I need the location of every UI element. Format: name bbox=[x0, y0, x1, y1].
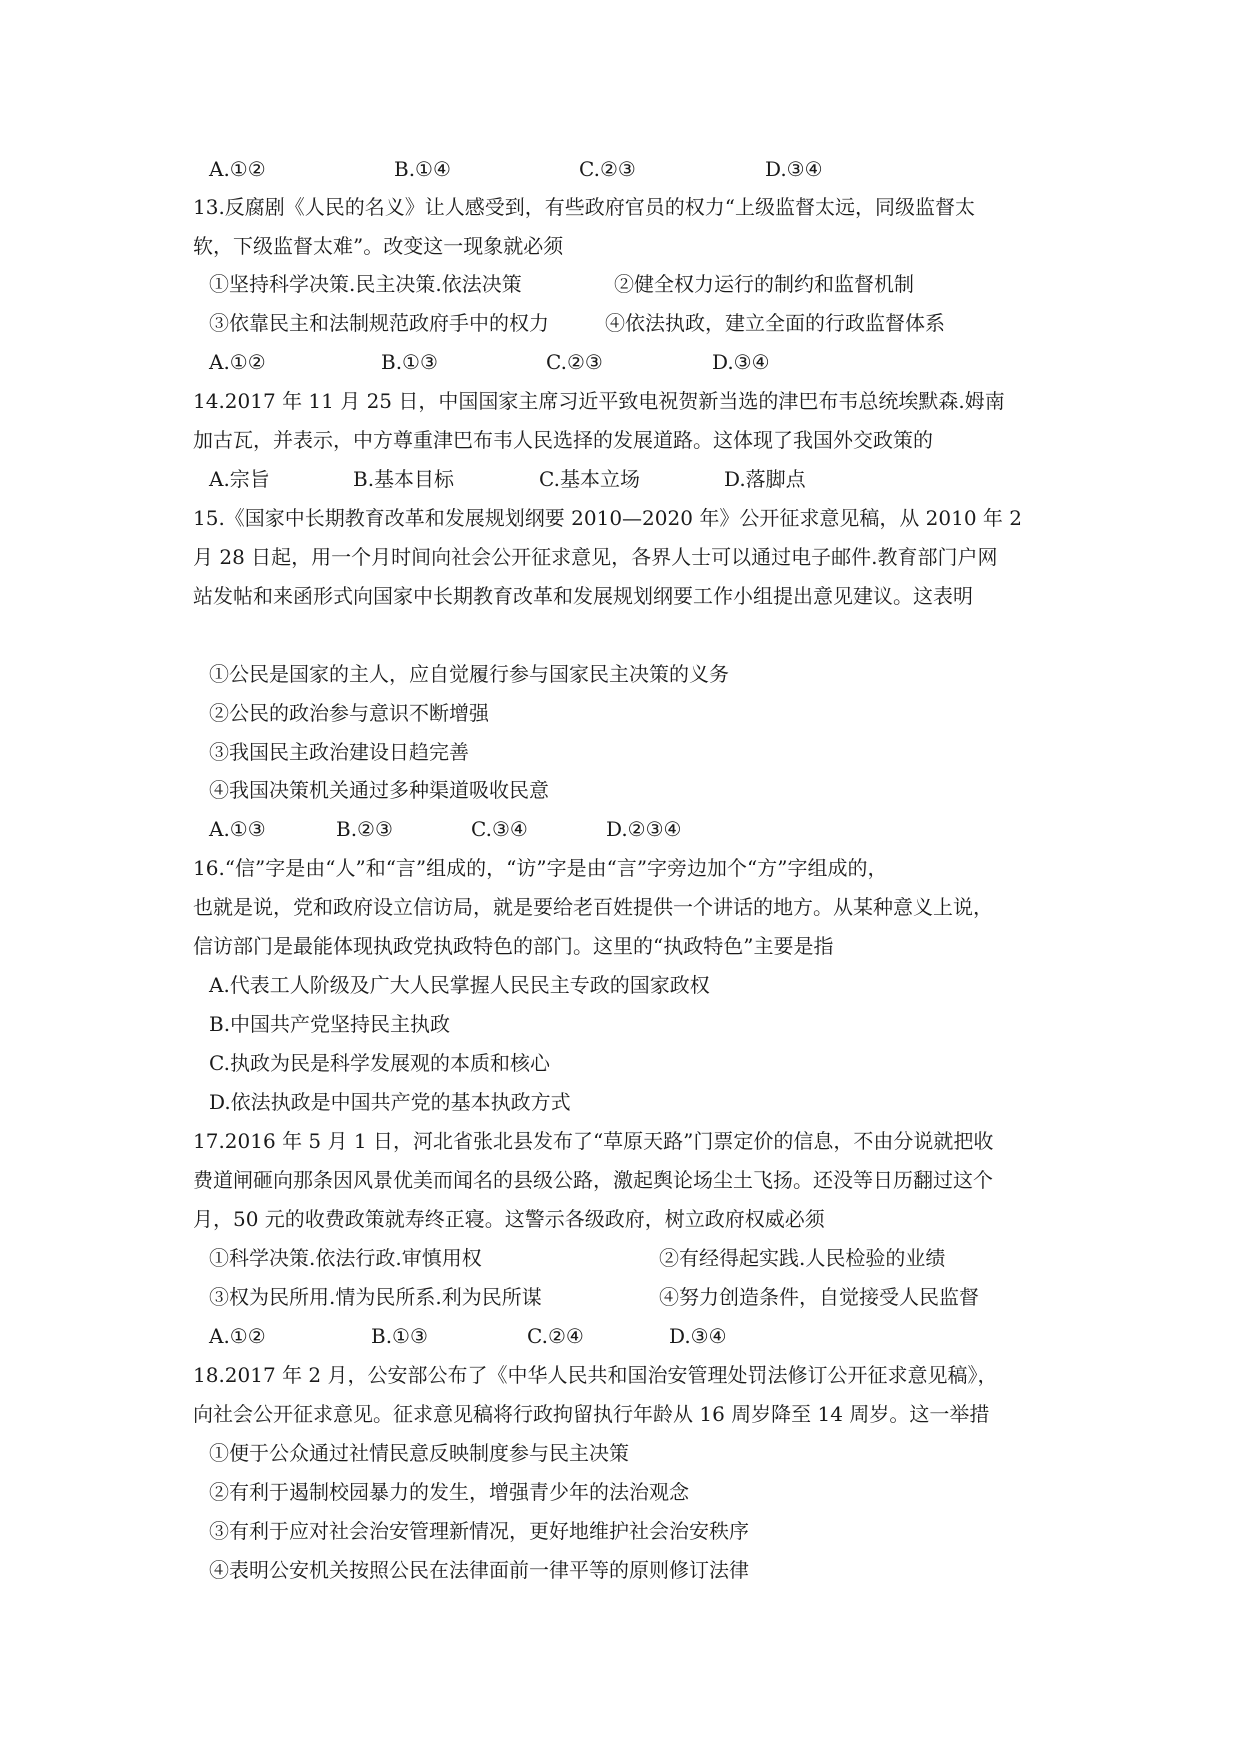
q18-statement-2: ②有利于遏制校园暴力的发生，增强青少年的法治观念 bbox=[209, 1480, 689, 1504]
q17-answer-a: A.①② bbox=[209, 1324, 266, 1348]
q17-statement-3: ③权为民所用.情为民所系.利为民所谋 bbox=[209, 1285, 542, 1309]
q14-answer-a: A.宗旨 bbox=[209, 467, 270, 491]
q15-stem-line-3: 站发帖和来函形式向国家中长期教育改革和发展规划纲要工作小组提出意见建议。这表明 bbox=[193, 584, 973, 608]
q18-statement-1: ①便于公众通过社情民意反映制度参与民主决策 bbox=[209, 1441, 629, 1465]
q12-answer-d: D.③④ bbox=[765, 157, 823, 181]
q15-statement-3: ③我国民主政治建设日趋完善 bbox=[209, 740, 469, 764]
q15-answer-c: C.③④ bbox=[471, 817, 528, 841]
q15-answer-a: A.①③ bbox=[209, 817, 266, 841]
q16-option-b: B.中国共产党坚持民主执政 bbox=[209, 1012, 451, 1036]
q12-answer-b: B.①④ bbox=[394, 157, 451, 181]
q13-answer-c: C.②③ bbox=[546, 350, 603, 374]
q17-answer-b: B.①③ bbox=[371, 1324, 428, 1348]
q15-stem-line-2: 月 28 日起，用一个月时间向社会公开征求意见，各界人士可以通过电子邮件.教育部门户网 bbox=[193, 545, 998, 569]
q13-answer-b: B.①③ bbox=[381, 350, 438, 374]
q16-stem-line-3: 信访部门是最能体现执政党执政特色的部门。这里的“执政特色”主要是指 bbox=[193, 934, 834, 958]
q13-answer-d: D.③④ bbox=[712, 350, 770, 374]
q13-statement-1: ①坚持科学决策.民主决策.依法决策 bbox=[209, 272, 522, 296]
q15-answer-b: B.②③ bbox=[336, 817, 393, 841]
q14-answer-b: B.基本目标 bbox=[353, 467, 455, 491]
q18-statement-4: ④表明公安机关按照公民在法律面前一律平等的原则修订法律 bbox=[209, 1558, 749, 1582]
q14-stem-line-2: 加古瓦，并表示，中方尊重津巴布韦人民选择的发展道路。这体现了我国外交政策的 bbox=[193, 428, 933, 452]
q15-statement-2: ②公民的政治参与意识不断增强 bbox=[209, 701, 489, 725]
q14-answer-d: D.落脚点 bbox=[724, 467, 806, 491]
q13-stem-line-1: 13.反腐剧《人民的名义》让人感受到，有些政府官员的权力“上级监督太远，同级监督太 bbox=[193, 195, 976, 219]
q12-answer-c: C.②③ bbox=[579, 157, 636, 181]
q13-statement-2: ②健全权力运行的制约和监督机制 bbox=[614, 272, 914, 296]
q17-stem-line-3: 月，50 元的收费政策就寿终正寝。这警示各级政府，树立政府权威必须 bbox=[193, 1207, 825, 1231]
q16-stem-line-2: 也就是说，党和政府设立信访局，就是要给老百姓提供一个讲话的地方。从某种意义上说， bbox=[193, 895, 993, 919]
q18-stem-line-2: 向社会公开征求意见。征求意见稿将行政拘留执行年龄从 16 周岁降至 14 周岁。这一举措 bbox=[193, 1402, 990, 1426]
q14-stem-line-1: 14.2017 年 11 月 25 日，中国国家主席习近平致电祝贺新当选的津巴布韦总统埃默森.姆南 bbox=[193, 389, 1005, 413]
q18-stem-line-1: 18.2017 年 2 月，公安部公布了《中华人民共和国治安管理处罚法修订公开征求意见稿》， bbox=[193, 1363, 998, 1387]
q18-statement-3: ③有利于应对社会治安管理新情况，更好地维护社会治安秩序 bbox=[209, 1519, 749, 1543]
q13-statement-3: ③依靠民主和法制规范政府手中的权力 bbox=[209, 311, 549, 335]
q15-stem-line-1: 15.《国家中长期教育改革和发展规划纲要 2010—2020 年》公开征求意见稿，从 2010 年 2 bbox=[193, 506, 1023, 530]
q17-statement-2: ②有经得起实践.人民检验的业绩 bbox=[659, 1246, 946, 1270]
q16-option-c: C.执政为民是科学发展观的本质和核心 bbox=[209, 1051, 550, 1075]
q16-option-d: D.依法执政是中国共产党的基本执政方式 bbox=[209, 1090, 571, 1114]
q17-answer-d: D.③④ bbox=[669, 1324, 727, 1348]
q16-option-a: A.代表工人阶级及广大人民掌握人民民主专政的国家政权 bbox=[209, 973, 710, 997]
q13-answer-a: A.①② bbox=[209, 350, 266, 374]
q17-answer-c: C.②④ bbox=[527, 1324, 584, 1348]
q17-stem-line-1: 17.2016 年 5 月 1 日，河北省张北县发布了“草原天路”门票定价的信息，不由分说就把收 bbox=[193, 1129, 994, 1153]
q13-stem-line-2: 软，下级监督太难”。改变这一现象就必须 bbox=[193, 234, 564, 258]
q17-statement-4: ④努力创造条件，自觉接受人民监督 bbox=[659, 1285, 979, 1309]
q15-answer-d: D.②③④ bbox=[606, 817, 682, 841]
q15-statement-4: ④我国决策机关通过多种渠道吸收民意 bbox=[209, 778, 549, 802]
q17-stem-line-2: 费道闸砸向那条因风景优美而闻名的县级公路，激起舆论场尘土飞扬。还没等日历翻过这个 bbox=[193, 1168, 993, 1192]
q17-statement-1: ①科学决策.依法行政.审慎用权 bbox=[209, 1246, 482, 1270]
q14-answer-c: C.基本立场 bbox=[539, 467, 640, 491]
q13-statement-4: ④依法执政，建立全面的行政监督体系 bbox=[605, 311, 945, 335]
q12-answer-a: A.①② bbox=[209, 157, 266, 181]
q16-stem-line-1: 16.“信”字是由“人”和“言”组成的，“访”字是由“言”字旁边加个“方”字组成的， bbox=[193, 856, 888, 880]
q15-statement-1: ①公民是国家的主人，应自觉履行参与国家民主决策的义务 bbox=[209, 662, 729, 686]
